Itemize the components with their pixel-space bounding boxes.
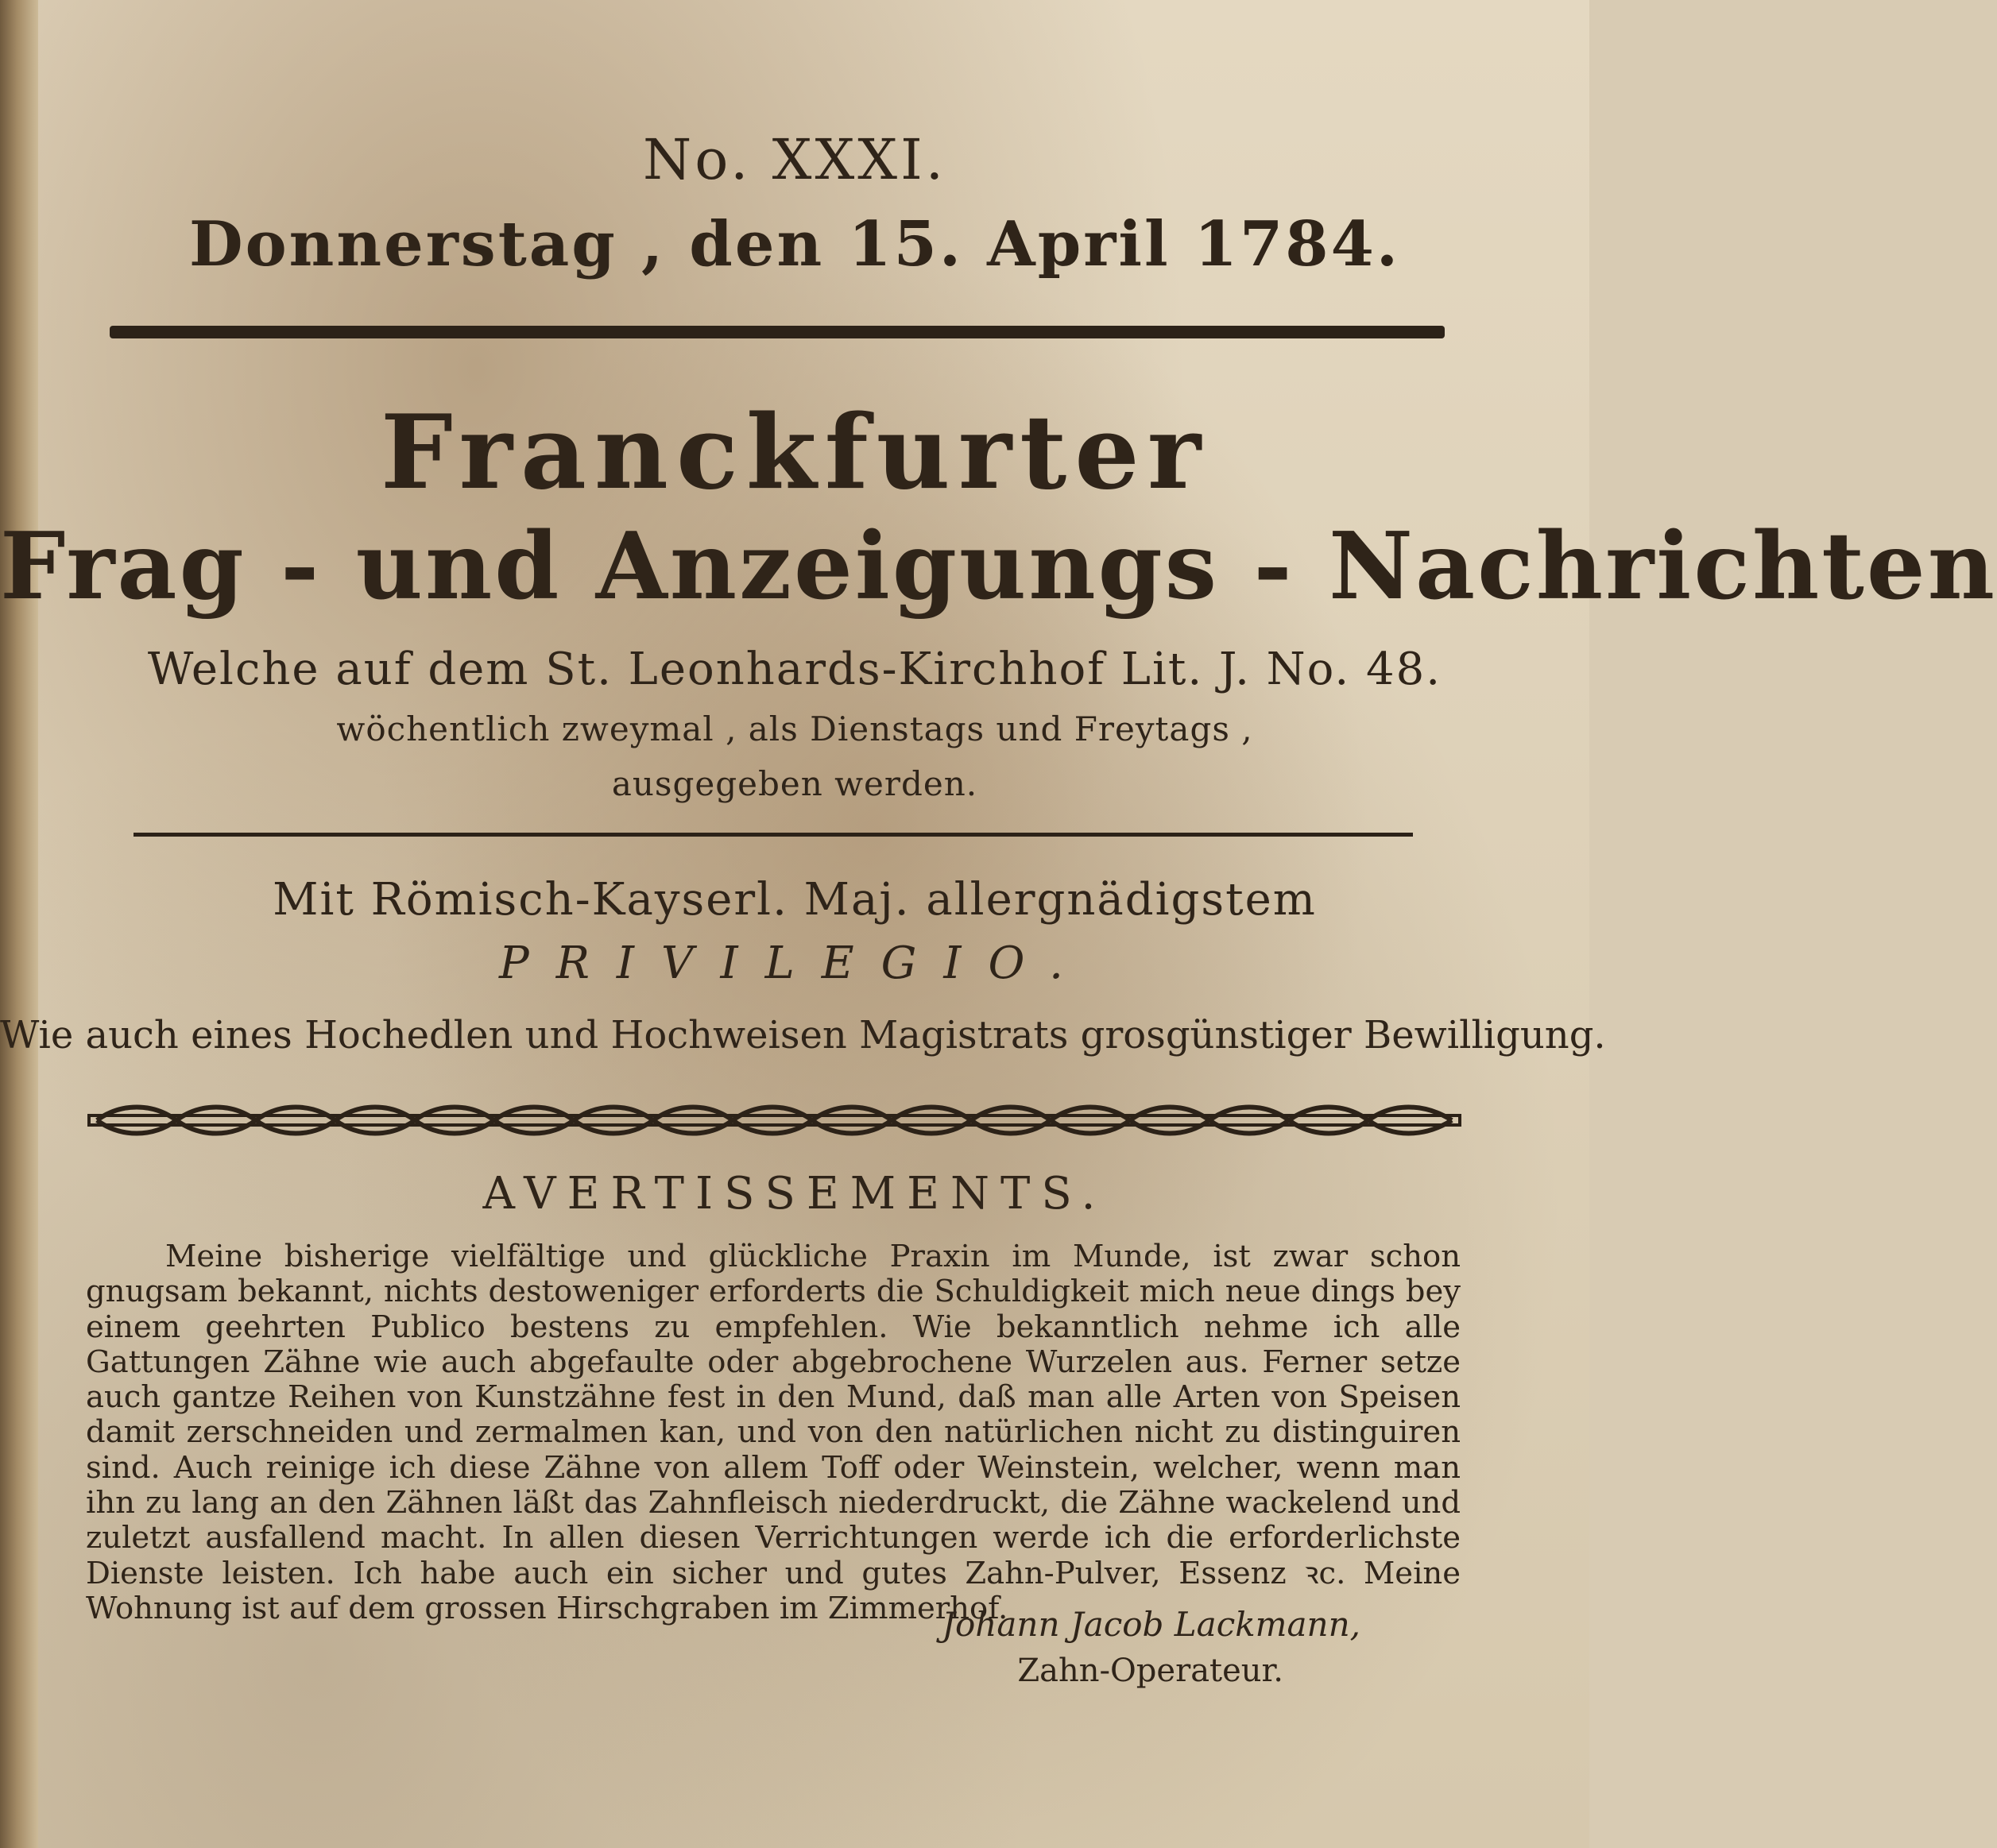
masthead-subtitle-line1: Welche auf dem St. Leonhards-Kirchhof Lit. J. No. 48.	[147, 644, 1442, 695]
ornamental-border	[89, 1096, 1460, 1144]
privilege-line2: PRIVILEGIO.	[499, 938, 1090, 989]
masthead-subtitle-line2: wöchentlich zweymal , als Dienstags und Freytags ,	[336, 709, 1253, 748]
signature-name: Johann Jacob Lackmann,	[942, 1605, 1360, 1644]
advertisement-paragraph: Meine bisherige vielfältige und glückliche Praxin im Munde, ist zwar schon gnugsam bekannt, nichts destoweniger erforderts die Schuldigkeit mich neue dings bey einem geehrten Publico bestens zu empfehlen. Wie bekanntlich nehme ich alle Gattungen Zähne wie auch abgefaulte oder abgebrochene Wurzelen aus. Ferner setze auch gantze Reihen von Kunstzähne fest in den Mund, daß man alle Arten von Speisen damit zerschneiden und zermalmen kan, und von den natürlichen nicht zu distinguiren sind. Auch reinige ich diese Zähne von allem Toff oder Weinstein, welcher, wenn man ihn zu lang an den Zähnen läßt das Zahnfleisch niederdruckt, die Zähne wackelend und zuletzt ausfallend macht. In allen diesen Verrichtungen werde ich die erforderlichste Dienste leisten. Ich habe auch ein sicher und gutes Zahn-Pulver, Essenz ꝛc. Meine Wohnung ist auf dem grossen Hirschgraben im Zimmerhof.	[86, 1239, 1461, 1626]
privilege-line1: Mit Römisch-Kayserl. Maj. allergnädigstem	[273, 874, 1317, 926]
masthead-rule	[134, 833, 1413, 837]
signature-title: Zahn-Operateur.	[1017, 1653, 1283, 1689]
privilege-line3: Wie auch eines Hochedlen und Hochweisen Magistrats grosgünstiger Bewilligung.	[0, 1013, 1606, 1057]
masthead-subtitle-line3: ausgegeben werden.	[611, 764, 978, 803]
advertisement-body	[86, 1239, 1461, 1626]
issue-number: No. XXXI.	[642, 127, 947, 192]
masthead-title-line1: Franckfurter	[380, 393, 1209, 512]
advertisements-heading: AVERTISSEMENTS.	[482, 1168, 1107, 1220]
header-rule	[110, 326, 1445, 338]
issue-date: Donnerstag , den 15. April 1784.	[189, 208, 1400, 280]
masthead-title-line2: Frag - und Anzeigungs - Nachrichten	[0, 512, 1997, 621]
